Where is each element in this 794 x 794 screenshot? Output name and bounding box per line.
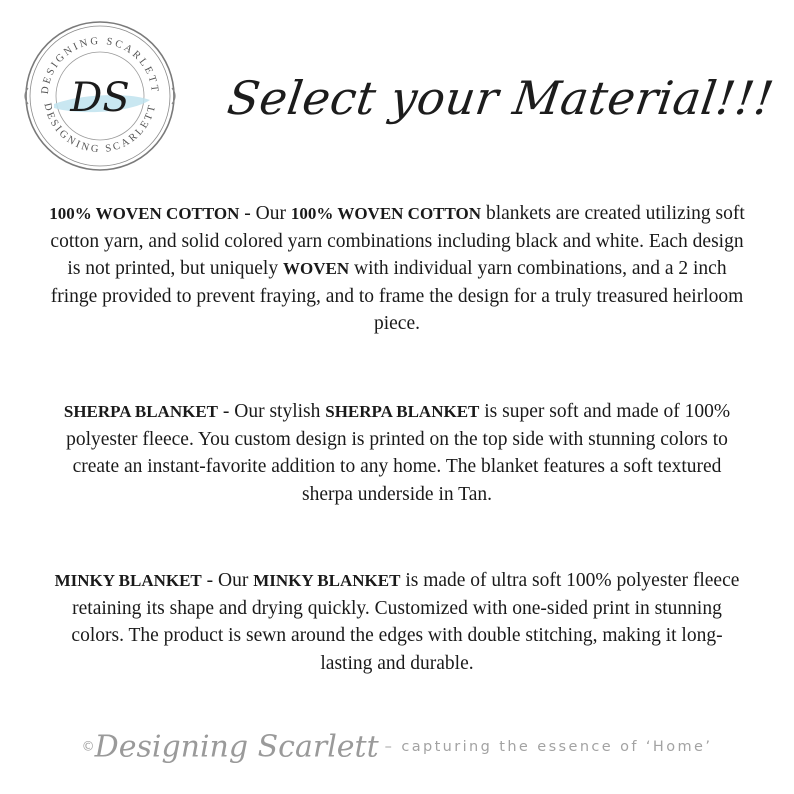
footer-tagline: – capturing the essence of ‘Home’ bbox=[384, 739, 713, 756]
body-text: is made of ultra soft 100% polyester fleece retaining its shape and drying quickly. Customized with one-sided print in stunning colors. The product is sewn around the edges with double stitching, making it long-lasting and durable. bbox=[71, 570, 740, 674]
bold-text: MINKY BLANKET bbox=[253, 571, 401, 590]
body-text: - Our stylish bbox=[218, 401, 326, 422]
body-text: blankets are created utilizing soft cotton yarn, and solid colored yarn combinations including black and white. Each design is not printed, but uniquely bbox=[50, 203, 745, 279]
copyright-symbol: © bbox=[81, 739, 95, 755]
monogram: DS bbox=[70, 75, 130, 121]
bold-text: SHERPA BLANKET bbox=[325, 402, 480, 421]
bold-text: 100% WOVEN COTTON bbox=[290, 204, 482, 223]
brand-logo-seal bbox=[20, 16, 180, 176]
bold-text: 100% WOVEN COTTON bbox=[49, 204, 240, 223]
bold-text: WOVEN bbox=[282, 259, 350, 278]
footer-brand: Designing Scarlett bbox=[94, 729, 379, 765]
ring-text-top: DESIGNING SCARLETT bbox=[39, 35, 161, 95]
body-text: with individual yarn combinations, and a 2 inch fringe provided to prevent fraying, and to frame the design for a truly treasured heirloom piece. bbox=[50, 258, 744, 334]
bold-text: SHERPA BLANKET bbox=[63, 402, 218, 421]
body-text: - Our bbox=[201, 570, 254, 591]
ring-text-bottom: DESIGNING SCARLETT bbox=[41, 102, 159, 156]
body-text: - Our bbox=[239, 203, 291, 224]
section-sherpa-blanket bbox=[48, 398, 746, 508]
section-minky-blanket bbox=[48, 567, 746, 677]
body-text: is super soft and made of 100% polyester fleece. You custom design is printed on the top side with stunning colors to create an instant-favorite addition to any home. The blanket features a soft textured sherpa underside in Tan. bbox=[66, 401, 731, 505]
bold-text: MINKY BLANKET bbox=[54, 571, 202, 590]
footer bbox=[0, 722, 794, 772]
section-woven-cotton bbox=[48, 200, 746, 338]
page-headline: Select your Material!!! bbox=[224, 71, 778, 125]
